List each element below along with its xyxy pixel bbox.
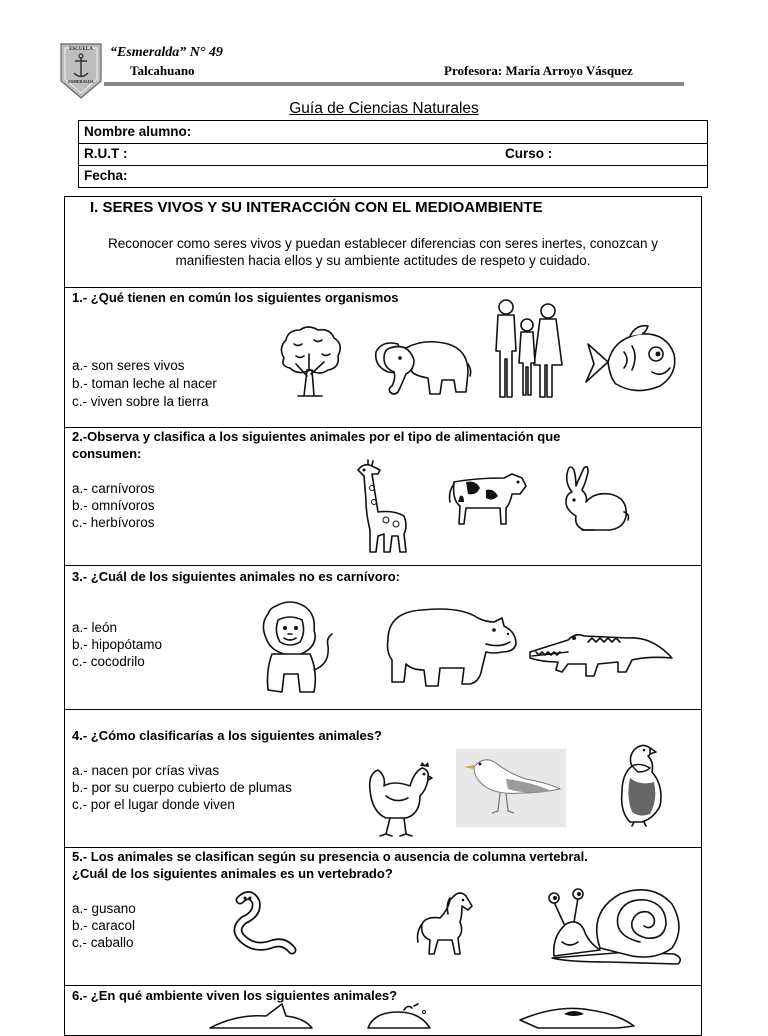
whale-picture (364, 1004, 444, 1028)
question-2-option-b: b.- omnívoros (72, 498, 155, 513)
lion-picture (254, 600, 336, 698)
student-info-table (78, 120, 708, 188)
stingray-picture (518, 1004, 638, 1028)
question-5-option-a: a.- gusano (72, 901, 136, 916)
header-rule (104, 82, 684, 86)
crocodile-picture (528, 612, 674, 684)
section-heading: I. SERES VIVOS Y SU INTERACCIÓN CON EL MEDIOAMBIENTE (90, 199, 543, 216)
seagull-picture (456, 749, 566, 827)
school-name: “Esmeralda” N° 49 (110, 45, 223, 60)
fish-picture (584, 324, 682, 400)
question-2-line1: 2.-Observa y clasifica a los siguientes animales por el tipo de alimentación que (72, 429, 561, 444)
course-label: Curso : (505, 146, 553, 161)
question-6: 6.- ¿En qué ambiente viven los siguientes animales? (72, 988, 398, 1003)
question-1: 1.- ¿Qué tienen en común los siguientes organismos (72, 290, 399, 305)
question-5-line1: 5.- Los animales se clasifican según su presencia o ausencia de columna vertebral. (72, 849, 588, 864)
question-1-option-b: b.- toman leche al nacer (72, 376, 217, 391)
school-city: Talcahuano (130, 63, 195, 78)
question-5-line2: ¿Cuál de los siguientes animales es un vertebrado? (72, 866, 393, 881)
question-2-line2: consumen: (72, 446, 142, 461)
elephant-picture (368, 334, 472, 400)
question-4-option-a: a.- nacen por crías vivas (72, 763, 220, 778)
snail-picture (548, 876, 688, 976)
question-1-option-a: a.- son seres vivos (72, 358, 185, 373)
question-3-option-b: b.- hipopótamo (72, 637, 163, 652)
worm-picture (228, 890, 296, 960)
horse-picture (414, 888, 478, 960)
section-objective-line2: manifiesten hacia ellos y su ambiente actitudes de respeto y cuidado. (175, 253, 591, 268)
question-2-option-c: c.- herbívoros (72, 515, 155, 530)
question-3: 3.- ¿Cuál de los siguientes animales no es carnívoro: (72, 569, 400, 584)
family-picture (492, 297, 564, 401)
student-name-label: Nombre alumno: (84, 124, 192, 139)
question-2-option-a: a.- carnívoros (72, 481, 155, 496)
teacher-name: Profesora: María Arroyo Vásquez (444, 63, 633, 78)
question-3-option-a: a.- león (72, 620, 118, 635)
question-4-option-b: b.- por su cuerpo cubierto de plumas (72, 780, 292, 795)
rabbit-picture (554, 462, 632, 534)
question-5-option-b: b.- caracol (72, 918, 136, 933)
question-4-option-c: c.- por el lugar donde viven (72, 797, 235, 812)
date-label: Fecha: (84, 168, 128, 183)
section-objective-line1: Reconocer como seres vivos y puedan establecer diferencias con seres inertes, conozcan y (107, 236, 659, 251)
hippo-picture (382, 604, 522, 690)
tree-picture (274, 324, 344, 400)
question-5-option-c: c.- caballo (72, 935, 134, 950)
rut-label: R.U.T : (84, 146, 128, 161)
question-1-option-c: c.- viven sobre la tierra (72, 394, 209, 409)
condor-picture (606, 742, 672, 826)
hen-picture (366, 760, 432, 838)
question-4: 4.- ¿Cómo clasificarías a los siguientes animales? (72, 728, 382, 743)
cow-picture (446, 468, 528, 532)
shark-picture (206, 1004, 316, 1028)
crest-top-text: ESCUELA (69, 47, 93, 52)
question-3-option-c: c.- cocodrilo (72, 654, 145, 669)
school-crest (60, 43, 102, 99)
giraffe-picture (354, 460, 414, 556)
page-title: Guía de Ciencias Naturales (289, 100, 479, 117)
crest-bottom-text: ESMERALDA (68, 79, 94, 84)
